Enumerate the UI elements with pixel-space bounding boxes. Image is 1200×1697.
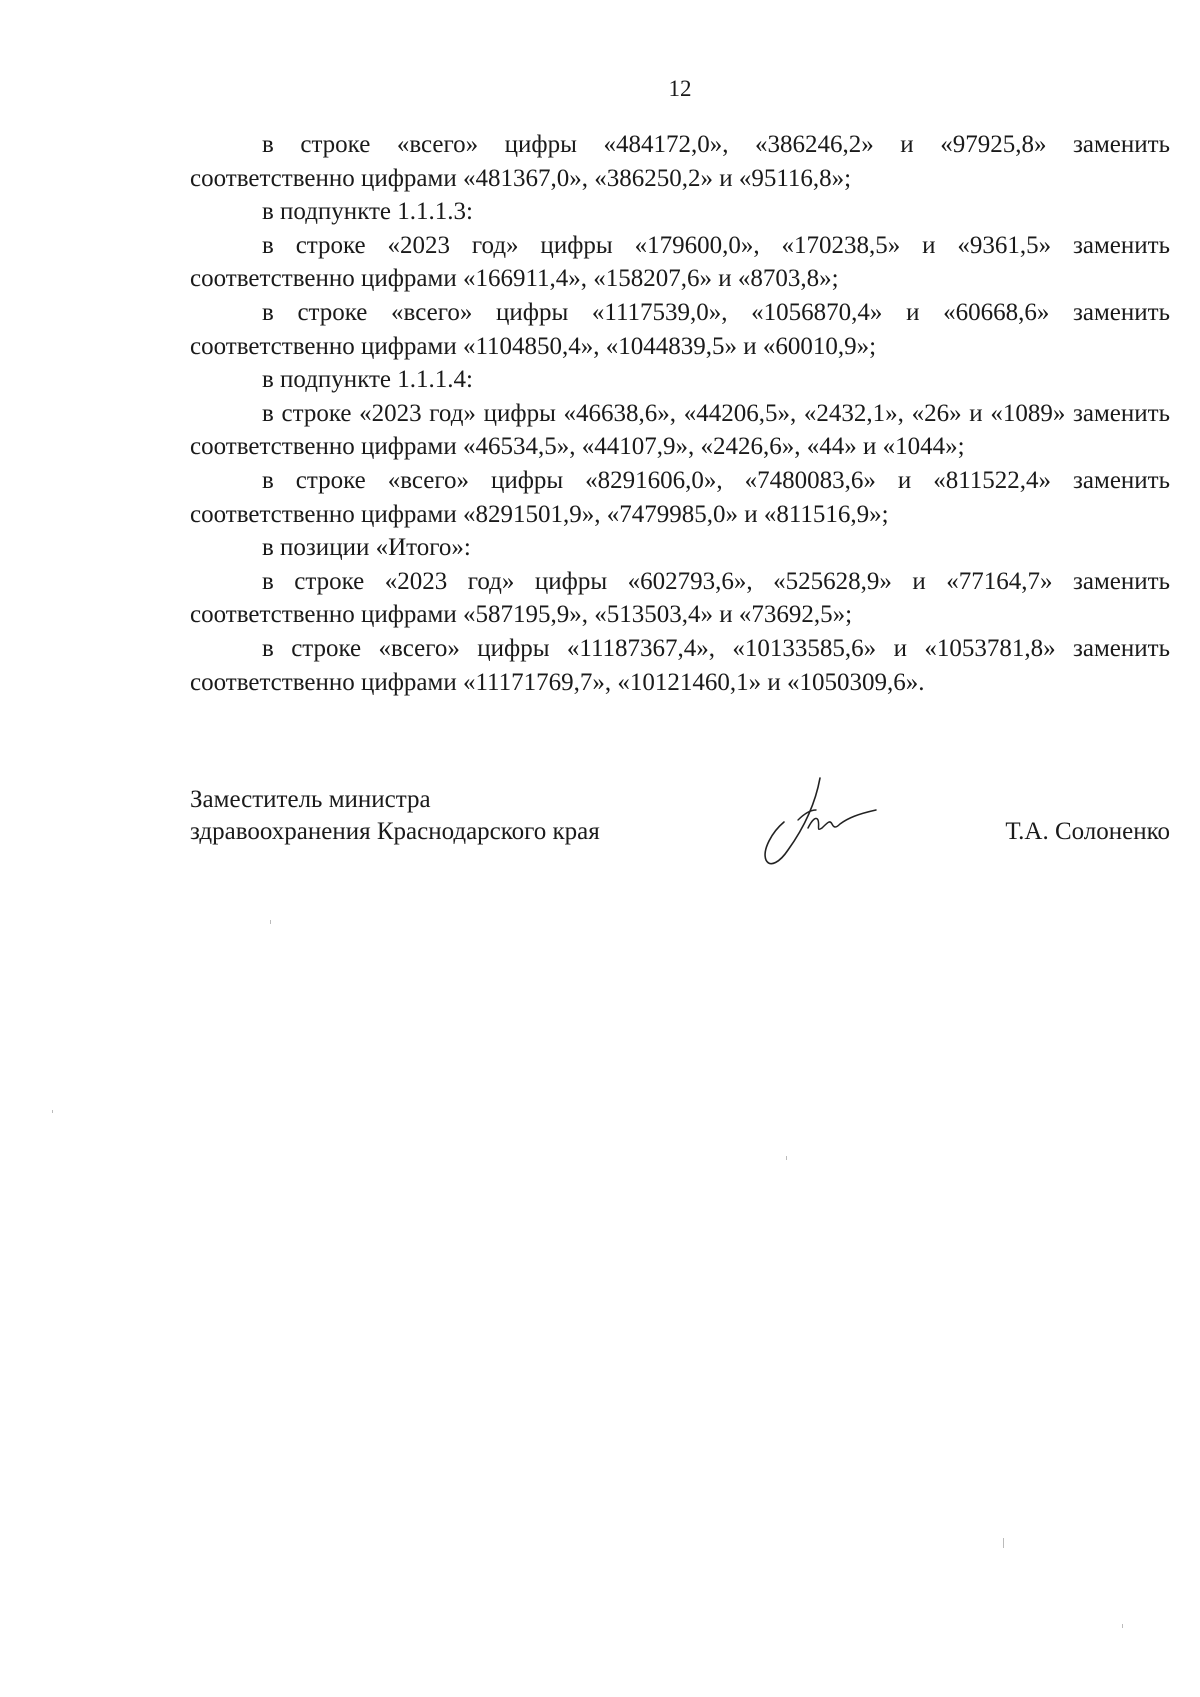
paragraph-4: в строке «всего» цифры «1117539,0», «1056870,4» и «60668,6» заменить соответственно цифрами «1104850,4», «1044839,5» и «60010,9»; xyxy=(190,298,1170,360)
signatory-name: Т.А. Солоненко xyxy=(1005,818,1170,845)
paragraph-9: в строке «2023 год» цифры «602793,6», «525628,9» и «77164,7» заменить соответственно цифрами «587195,9», «513503,4» и «73692,5»; xyxy=(190,567,1170,629)
scan-speck xyxy=(786,1156,787,1160)
paragraph-7: в строке «всего» цифры «8291606,0», «7480083,6» и «811522,4» заменить соответственно цифрами «8291501,9», «7479985,0» и «811516,9»; xyxy=(190,466,1170,528)
paragraph-5: в подпункте 1.1.1.4: xyxy=(262,366,473,394)
signatory-position-line-1: Заместитель министра xyxy=(190,786,431,813)
paragraph-2: в подпункте 1.1.1.3: xyxy=(262,198,473,226)
signature-block xyxy=(190,780,1170,890)
signatory-position-line-2: здравоохранения Краснодарского края xyxy=(190,818,600,845)
scan-speck xyxy=(270,920,271,924)
signatory-position xyxy=(190,784,710,848)
handwritten-signature xyxy=(758,770,898,870)
scan-speck xyxy=(1003,1538,1004,1548)
paragraph-8: в позиции «Итого»: xyxy=(262,534,471,562)
paragraph-1: в строке «всего» цифры «484172,0», «386246,2» и «97925,8» заменить соответственно цифрами «481367,0», «386250,2» и «95116,8»; xyxy=(190,131,1170,192)
paragraph-6: в строке «2023 год» цифры «46638,6», «44206,5», «2432,1», «26» и «1089» заменить соответственно цифрами «46534,5», «44107,9», «2426,6», «44» и «1044»; xyxy=(190,399,1170,461)
scan-speck xyxy=(52,1110,53,1113)
page-number: 12 xyxy=(668,76,692,101)
scan-speck xyxy=(1122,1624,1123,1628)
document-body xyxy=(190,128,1170,699)
paragraph-10: в строке «всего» цифры «11187367,4», «10133585,6» и «1053781,8» заменить соответственно цифрами «11171769,7», «10121460,1» и «1050309,6». xyxy=(190,634,1170,696)
paragraph-3: в строке «2023 год» цифры «179600,0», «170238,5» и «9361,5» заменить соответственно цифрами «166911,4», «158207,6» и «8703,8»; xyxy=(190,231,1170,293)
